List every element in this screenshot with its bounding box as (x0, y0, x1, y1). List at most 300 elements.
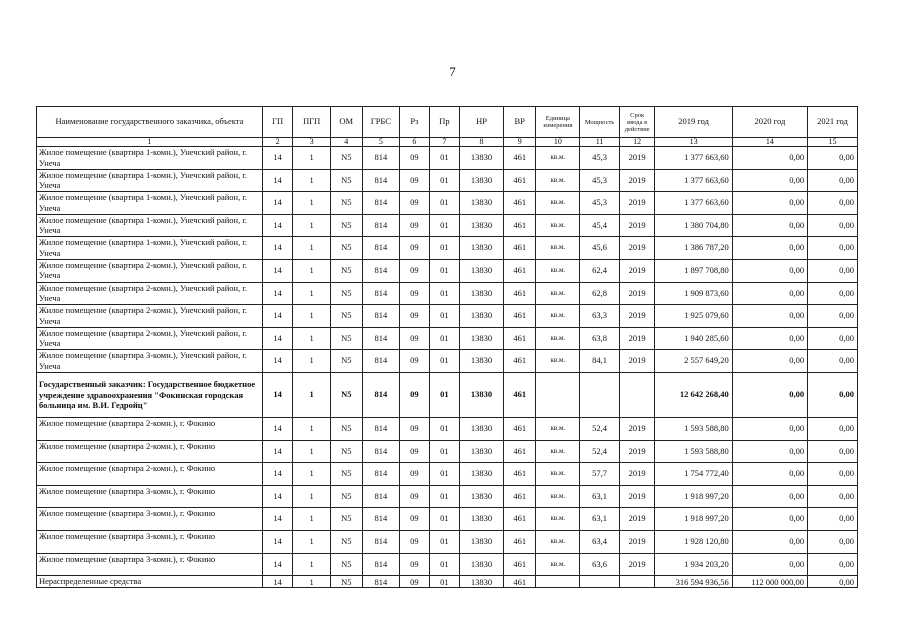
om-cell: N5 (331, 440, 363, 463)
name-cell: Жилое помещение (квартира 1-комн.), Унечский район, г. Унеча (37, 192, 263, 215)
rz-cell: 09 (400, 305, 430, 328)
gp-cell: 14 (262, 192, 293, 215)
amount-2021-cell: 0,00 (808, 576, 858, 588)
unit-cell (536, 372, 580, 417)
grbs-cell: 814 (362, 350, 400, 373)
column-number: 10 (536, 138, 580, 147)
pr-cell: 01 (429, 305, 460, 328)
pgp-cell: 1 (293, 350, 331, 373)
amount-2019-cell: 12 642 268,40 (655, 372, 732, 417)
pgp-cell: 1 (293, 417, 331, 440)
om-cell: N5 (331, 147, 363, 170)
gp-cell: 14 (262, 305, 293, 328)
name-cell: Жилое помещение (квартира 3-комн.), г. Фокино (37, 508, 263, 531)
grbs-cell: 814 (362, 485, 400, 508)
amount-2020-cell: 0,00 (732, 463, 807, 486)
table-row (37, 350, 858, 373)
amount-2021-cell: 0,00 (808, 463, 858, 486)
table-row (37, 485, 858, 508)
nr-cell: 13830 (460, 282, 504, 305)
header-cell: ГРБС (362, 107, 400, 138)
amount-2019-cell: 1 940 285,60 (655, 327, 732, 350)
amount-2021-cell: 0,00 (808, 485, 858, 508)
grbs-cell: 814 (362, 553, 400, 576)
name-cell: Жилое помещение (квартира 3-комн.), г. Фокино (37, 530, 263, 553)
gp-cell: 14 (262, 372, 293, 417)
nr-cell: 13830 (460, 237, 504, 260)
name-cell: Жилое помещение (квартира 3-комн.), Унечский район, г. Унеча (37, 350, 263, 373)
vr-cell: 461 (503, 530, 536, 553)
pr-cell: 01 (429, 327, 460, 350)
year-cell: 2019 (619, 259, 655, 282)
grbs-cell: 814 (362, 372, 400, 417)
name-cell: Государственный заказчик: Государственное бюджетное учреждение здравоохранения "Фокинская городская больница им. В.И. Гедройц" (37, 372, 263, 417)
gp-cell: 14 (262, 553, 293, 576)
nr-cell: 13830 (460, 530, 504, 553)
pgp-cell: 1 (293, 282, 331, 305)
amount-2020-cell: 0,00 (732, 327, 807, 350)
vr-cell: 461 (503, 372, 536, 417)
nr-cell: 13830 (460, 463, 504, 486)
column-number-row (37, 138, 858, 147)
table-row (37, 237, 858, 260)
pgp-cell: 1 (293, 327, 331, 350)
gp-cell: 14 (262, 440, 293, 463)
pr-cell: 01 (429, 259, 460, 282)
amount-2021-cell: 0,00 (808, 259, 858, 282)
amount-2019-cell: 1 928 120,80 (655, 530, 732, 553)
table-row (37, 282, 858, 305)
power-cell: 63,1 (580, 508, 620, 531)
table-row (37, 169, 858, 192)
rz-cell: 09 (400, 530, 430, 553)
amount-2020-cell: 112 000 000,00 (732, 576, 807, 588)
pgp-cell: 1 (293, 553, 331, 576)
year-cell: 2019 (619, 508, 655, 531)
year-cell: 2019 (619, 192, 655, 215)
grbs-cell: 814 (362, 530, 400, 553)
header-cell: 2020 год (732, 107, 807, 138)
name-cell: Жилое помещение (квартира 1-комн.), Унечский район, г. Унеча (37, 237, 263, 260)
rz-cell: 09 (400, 508, 430, 531)
header-cell: 2019 год (655, 107, 732, 138)
unit-cell: кв.м. (536, 192, 580, 215)
unit-cell: кв.м. (536, 463, 580, 486)
unit-cell: кв.м. (536, 147, 580, 170)
amount-2019-cell: 1 380 704,80 (655, 214, 732, 237)
gp-cell: 14 (262, 576, 293, 588)
header-row (37, 107, 858, 138)
amount-2020-cell: 0,00 (732, 372, 807, 417)
amount-2021-cell: 0,00 (808, 192, 858, 215)
vr-cell: 461 (503, 192, 536, 215)
year-cell: 2019 (619, 282, 655, 305)
header-cell: Срок ввода в действие (619, 107, 655, 138)
vr-cell: 461 (503, 214, 536, 237)
header-cell: ВР (503, 107, 536, 138)
rz-cell: 09 (400, 214, 430, 237)
name-cell: Жилое помещение (квартира 2-комн.), Унечский район, г. Унеча (37, 259, 263, 282)
name-cell: Жилое помещение (квартира 2-комн.), Унечский район, г. Унеча (37, 282, 263, 305)
power-cell: 45,3 (580, 147, 620, 170)
table-row (37, 192, 858, 215)
pr-cell: 01 (429, 372, 460, 417)
pr-cell: 01 (429, 192, 460, 215)
column-number: 1 (37, 138, 263, 147)
gp-cell: 14 (262, 508, 293, 531)
column-number: 2 (262, 138, 293, 147)
year-cell: 2019 (619, 147, 655, 170)
pr-cell: 01 (429, 485, 460, 508)
table-row (37, 417, 858, 440)
gp-cell: 14 (262, 350, 293, 373)
nr-cell: 13830 (460, 508, 504, 531)
grbs-cell: 814 (362, 282, 400, 305)
pgp-cell: 1 (293, 237, 331, 260)
header-cell: Единица измерения (536, 107, 580, 138)
om-cell: N5 (331, 305, 363, 328)
vr-cell: 461 (503, 259, 536, 282)
name-cell: Жилое помещение (квартира 3-комн.), г. Фокино (37, 485, 263, 508)
name-cell: Жилое помещение (квартира 2-комн.), г. Фокино (37, 463, 263, 486)
grbs-cell: 814 (362, 305, 400, 328)
nr-cell: 13830 (460, 417, 504, 440)
name-cell: Жилое помещение (квартира 1-комн.), Унечский район, г. Унеча (37, 147, 263, 170)
year-cell: 2019 (619, 553, 655, 576)
nr-cell: 13830 (460, 485, 504, 508)
budget-table (36, 106, 858, 588)
amount-2020-cell: 0,00 (732, 169, 807, 192)
amount-2019-cell: 1 593 588,80 (655, 440, 732, 463)
header-cell: Рз (400, 107, 430, 138)
vr-cell: 461 (503, 463, 536, 486)
pgp-cell: 1 (293, 485, 331, 508)
year-cell: 2019 (619, 485, 655, 508)
unit-cell: кв.м. (536, 327, 580, 350)
amount-2019-cell: 316 594 936,56 (655, 576, 732, 588)
rz-cell: 09 (400, 463, 430, 486)
grbs-cell: 814 (362, 237, 400, 260)
table-row (37, 259, 858, 282)
om-cell: N5 (331, 576, 363, 588)
column-number: 15 (808, 138, 858, 147)
table-row (37, 530, 858, 553)
pr-cell: 01 (429, 147, 460, 170)
pr-cell: 01 (429, 237, 460, 260)
power-cell (580, 576, 620, 588)
unit-cell: кв.м. (536, 282, 580, 305)
pr-cell: 01 (429, 282, 460, 305)
vr-cell: 461 (503, 237, 536, 260)
pr-cell: 01 (429, 214, 460, 237)
header-cell: Мощность (580, 107, 620, 138)
amount-2020-cell: 0,00 (732, 553, 807, 576)
rz-cell: 09 (400, 553, 430, 576)
header-cell: Пр (429, 107, 460, 138)
gp-cell: 14 (262, 147, 293, 170)
grbs-cell: 814 (362, 576, 400, 588)
amount-2019-cell: 1 918 997,20 (655, 508, 732, 531)
amount-2021-cell: 0,00 (808, 147, 858, 170)
amount-2021-cell: 0,00 (808, 372, 858, 417)
amount-2021-cell: 0,00 (808, 553, 858, 576)
om-cell: N5 (331, 553, 363, 576)
vr-cell: 461 (503, 305, 536, 328)
nr-cell: 13830 (460, 576, 504, 588)
column-number: 14 (732, 138, 807, 147)
amount-2021-cell: 0,00 (808, 169, 858, 192)
rz-cell: 09 (400, 417, 430, 440)
om-cell: N5 (331, 237, 363, 260)
header-cell: НР (460, 107, 504, 138)
power-cell: 45,6 (580, 237, 620, 260)
pr-cell: 01 (429, 463, 460, 486)
pr-cell: 01 (429, 417, 460, 440)
amount-2020-cell: 0,00 (732, 350, 807, 373)
pgp-cell: 1 (293, 372, 331, 417)
rz-cell: 09 (400, 440, 430, 463)
grbs-cell: 814 (362, 327, 400, 350)
unit-cell: кв.м. (536, 485, 580, 508)
pr-cell: 01 (429, 576, 460, 588)
header-cell: ПГП (293, 107, 331, 138)
unit-cell: кв.м. (536, 169, 580, 192)
nr-cell: 13830 (460, 327, 504, 350)
pgp-cell: 1 (293, 508, 331, 531)
amount-2020-cell: 0,00 (732, 259, 807, 282)
rz-cell: 09 (400, 327, 430, 350)
vr-cell: 461 (503, 440, 536, 463)
unit-cell: кв.м. (536, 305, 580, 328)
pgp-cell: 1 (293, 147, 331, 170)
year-cell: 2019 (619, 350, 655, 373)
column-number: 11 (580, 138, 620, 147)
column-number: 7 (429, 138, 460, 147)
amount-2020-cell: 0,00 (732, 530, 807, 553)
om-cell: N5 (331, 463, 363, 486)
amount-2021-cell: 0,00 (808, 440, 858, 463)
year-cell: 2019 (619, 237, 655, 260)
table-row (37, 214, 858, 237)
amount-2021-cell: 0,00 (808, 350, 858, 373)
amount-2021-cell: 0,00 (808, 530, 858, 553)
unit-cell: кв.м. (536, 214, 580, 237)
table-row (37, 440, 858, 463)
amount-2020-cell: 0,00 (732, 237, 807, 260)
power-cell: 84,1 (580, 350, 620, 373)
power-cell: 52,4 (580, 417, 620, 440)
vr-cell: 461 (503, 169, 536, 192)
om-cell: N5 (331, 259, 363, 282)
amount-2019-cell: 1 909 873,60 (655, 282, 732, 305)
gp-cell: 14 (262, 282, 293, 305)
vr-cell: 461 (503, 485, 536, 508)
gp-cell: 14 (262, 485, 293, 508)
amount-2019-cell: 2 557 649,20 (655, 350, 732, 373)
gp-cell: 14 (262, 259, 293, 282)
pr-cell: 01 (429, 530, 460, 553)
amount-2019-cell: 1 593 588,80 (655, 417, 732, 440)
amount-2020-cell: 0,00 (732, 147, 807, 170)
power-cell: 45,4 (580, 214, 620, 237)
power-cell (580, 372, 620, 417)
column-number: 9 (503, 138, 536, 147)
grbs-cell: 814 (362, 463, 400, 486)
rz-cell: 09 (400, 192, 430, 215)
year-cell: 2019 (619, 463, 655, 486)
nr-cell: 13830 (460, 553, 504, 576)
column-number: 4 (331, 138, 363, 147)
nr-cell: 13830 (460, 214, 504, 237)
year-cell: 2019 (619, 214, 655, 237)
pgp-cell: 1 (293, 463, 331, 486)
vr-cell: 461 (503, 553, 536, 576)
power-cell: 45,3 (580, 169, 620, 192)
vr-cell: 461 (503, 147, 536, 170)
pgp-cell: 1 (293, 530, 331, 553)
amount-2021-cell: 0,00 (808, 305, 858, 328)
om-cell: N5 (331, 327, 363, 350)
unit-cell: кв.м. (536, 530, 580, 553)
nr-cell: 13830 (460, 350, 504, 373)
nr-cell: 13830 (460, 169, 504, 192)
amount-2020-cell: 0,00 (732, 282, 807, 305)
table-row (37, 305, 858, 328)
year-cell (619, 576, 655, 588)
column-number: 5 (362, 138, 400, 147)
rz-cell: 09 (400, 350, 430, 373)
unit-cell: кв.м. (536, 440, 580, 463)
pgp-cell: 1 (293, 192, 331, 215)
om-cell: N5 (331, 282, 363, 305)
power-cell: 62,4 (580, 259, 620, 282)
amount-2020-cell: 0,00 (732, 417, 807, 440)
amount-2020-cell: 0,00 (732, 440, 807, 463)
amount-2021-cell: 0,00 (808, 214, 858, 237)
om-cell: N5 (331, 485, 363, 508)
year-cell: 2019 (619, 169, 655, 192)
amount-2019-cell: 1 754 772,40 (655, 463, 732, 486)
table-row (37, 463, 858, 486)
gp-cell: 14 (262, 417, 293, 440)
unallocated-row (37, 576, 858, 588)
unit-cell: кв.м. (536, 237, 580, 260)
amount-2020-cell: 0,00 (732, 508, 807, 531)
rz-cell: 09 (400, 169, 430, 192)
amount-2021-cell: 0,00 (808, 417, 858, 440)
vr-cell: 461 (503, 350, 536, 373)
nr-cell: 13830 (460, 192, 504, 215)
name-cell: Жилое помещение (квартира 2-комн.), г. Фокино (37, 417, 263, 440)
table-body (37, 138, 858, 588)
amount-2019-cell: 1 377 663,60 (655, 147, 732, 170)
pgp-cell: 1 (293, 259, 331, 282)
rz-cell: 09 (400, 147, 430, 170)
table-row (37, 508, 858, 531)
nr-cell: 13830 (460, 372, 504, 417)
vr-cell: 461 (503, 576, 536, 588)
rz-cell: 09 (400, 259, 430, 282)
rz-cell: 09 (400, 237, 430, 260)
gp-cell: 14 (262, 327, 293, 350)
grbs-cell: 814 (362, 440, 400, 463)
pgp-cell: 1 (293, 169, 331, 192)
pgp-cell: 1 (293, 305, 331, 328)
year-cell (619, 372, 655, 417)
unit-cell: кв.м. (536, 508, 580, 531)
power-cell: 57,7 (580, 463, 620, 486)
unit-cell: кв.м. (536, 553, 580, 576)
pgp-cell: 1 (293, 576, 331, 588)
grbs-cell: 814 (362, 417, 400, 440)
om-cell: N5 (331, 508, 363, 531)
amount-2021-cell: 0,00 (808, 282, 858, 305)
pgp-cell: 1 (293, 214, 331, 237)
year-cell: 2019 (619, 530, 655, 553)
gp-cell: 14 (262, 530, 293, 553)
column-number: 6 (400, 138, 430, 147)
power-cell: 52,4 (580, 440, 620, 463)
gp-cell: 14 (262, 237, 293, 260)
pr-cell: 01 (429, 169, 460, 192)
vr-cell: 461 (503, 508, 536, 531)
amount-2021-cell: 0,00 (808, 237, 858, 260)
amount-2021-cell: 0,00 (808, 508, 858, 531)
gp-cell: 14 (262, 214, 293, 237)
column-number: 13 (655, 138, 732, 147)
table-row (37, 327, 858, 350)
power-cell: 63,1 (580, 485, 620, 508)
pgp-cell: 1 (293, 440, 331, 463)
name-cell: Жилое помещение (квартира 2-комн.), Унечский район, г. Унеча (37, 327, 263, 350)
amount-2019-cell: 1 897 708,80 (655, 259, 732, 282)
vr-cell: 461 (503, 417, 536, 440)
om-cell: N5 (331, 169, 363, 192)
om-cell: N5 (331, 192, 363, 215)
column-number: 12 (619, 138, 655, 147)
unit-cell: кв.м. (536, 417, 580, 440)
grbs-cell: 814 (362, 214, 400, 237)
amount-2020-cell: 0,00 (732, 192, 807, 215)
pr-cell: 01 (429, 553, 460, 576)
grbs-cell: 814 (362, 259, 400, 282)
name-cell: Жилое помещение (квартира 1-комн.), Унечский район, г. Унеча (37, 214, 263, 237)
power-cell: 45,3 (580, 192, 620, 215)
power-cell: 63,8 (580, 327, 620, 350)
name-cell: Нераспределенные средства (37, 576, 263, 588)
power-cell: 63,4 (580, 530, 620, 553)
gp-cell: 14 (262, 169, 293, 192)
unit-cell (536, 576, 580, 588)
amount-2020-cell: 0,00 (732, 305, 807, 328)
name-cell: Жилое помещение (квартира 2-комн.), г. Фокино (37, 440, 263, 463)
year-cell: 2019 (619, 417, 655, 440)
om-cell: N5 (331, 350, 363, 373)
vr-cell: 461 (503, 282, 536, 305)
table-row (37, 147, 858, 170)
nr-cell: 13830 (460, 259, 504, 282)
nr-cell: 13830 (460, 305, 504, 328)
vr-cell: 461 (503, 327, 536, 350)
grbs-cell: 814 (362, 192, 400, 215)
name-cell: Жилое помещение (квартира 3-комн.), г. Фокино (37, 553, 263, 576)
customer-row (37, 372, 858, 417)
om-cell: N5 (331, 214, 363, 237)
table-row (37, 553, 858, 576)
name-cell: Жилое помещение (квартира 1-комн.), Унечский район, г. Унеча (37, 169, 263, 192)
page-number: 7 (449, 64, 456, 79)
header-cell: ГП (262, 107, 293, 138)
